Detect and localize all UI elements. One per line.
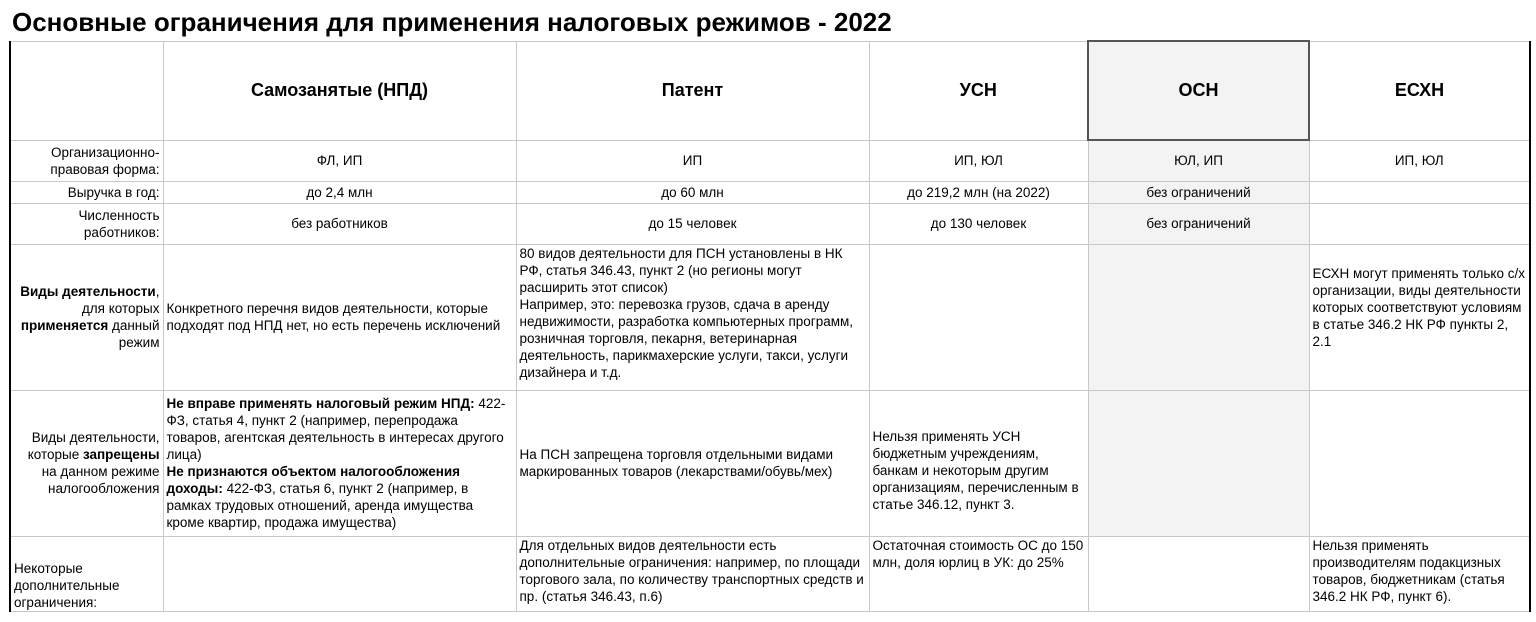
header-corner — [10, 41, 163, 140]
cell-revenue-npd: до 2,4 млн — [163, 181, 516, 203]
cell-additional-npd — [163, 536, 516, 611]
row-label-revenue: Выручка в год: — [10, 181, 163, 203]
cell-additional-eshn: Нельзя применять производителям подакцизных товаров, бюджетникам (статья 346.2 НК РФ, пункт 6). — [1309, 536, 1530, 611]
column-header-osn: ОСН — [1088, 41, 1309, 140]
cell-activities-osn — [1088, 244, 1309, 390]
cell-staff-osn: без ограничений — [1088, 203, 1309, 244]
cell-staff-eshn — [1309, 203, 1530, 244]
column-header-patent: Патент — [516, 41, 869, 140]
column-header-usn: УСН — [869, 41, 1088, 140]
cell-prohibited-npd: Не вправе применять налоговый режим НПД: 422-ФЗ, статья 4, пункт 2 (например, перепродажа товаров, агентская деятельность в интересах другого лица) Не признаются объектом налогообложения доходы: 422-ФЗ, статья 6, пункт 2 (например, в рамках трудовых отношений, аренда имущества кроме квартир, продажа имущества) — [163, 390, 516, 536]
cell-revenue-usn: до 219,2 млн (на 2022) — [869, 181, 1088, 203]
row-label-additional: Некоторые дополнительные ограничения: — [10, 536, 163, 611]
cell-additional-usn: Остаточная стоимость ОС до 150 млн, доля юрлиц в УК: до 25% — [869, 536, 1088, 611]
table-row-activities — [10, 244, 1530, 390]
cell-activities-patent: 80 видов деятельности для ПСН установлены в НК РФ, статья 346.43, пункт 2 (но регионы могут расширить этот список) Например, это: перевозка грузов, сдача в аренду недвижимости, разработка компьютерных программ, розничная торговля, пекарня, ветеринарная деятельность, парикмахерские услуги, такси, услуги дизайнера и т.д. — [516, 244, 869, 390]
cell-org-form-osn: ЮЛ, ИП — [1088, 140, 1309, 181]
cell-org-form-npd: ФЛ, ИП — [163, 140, 516, 181]
cell-staff-usn: до 130 человек — [869, 203, 1088, 244]
cell-revenue-osn: без ограничений — [1088, 181, 1309, 203]
cell-prohibited-osn — [1088, 390, 1309, 536]
cell-org-form-usn: ИП, ЮЛ — [869, 140, 1088, 181]
table-row-org-form — [10, 140, 1530, 181]
tax-regimes-table — [9, 40, 1531, 612]
cell-activities-eshn: ЕСХН могут применять только с/х организации, виды деятельности которых соответствуют условиям в статье 346.2 НК РФ пункты 2, 2.1 — [1309, 244, 1530, 390]
header-row — [10, 41, 1530, 140]
table-row-additional — [10, 536, 1530, 611]
cell-activities-usn — [869, 244, 1088, 390]
cell-revenue-patent: до 60 млн — [516, 181, 869, 203]
column-header-npd: Самозанятые (НПД) — [163, 41, 516, 140]
cell-org-form-eshn: ИП, ЮЛ — [1309, 140, 1530, 181]
cell-revenue-eshn — [1309, 181, 1530, 203]
row-label-org-form: Организационно-правовая форма: — [10, 140, 163, 181]
cell-prohibited-patent: На ПСН запрещена торговля отдельными видами маркированных товаров (лекарствами/обувь/мех) — [516, 390, 869, 536]
cell-prohibited-usn: Нельзя применять УСН бюджетным учреждениям, банкам и некоторым другим организациям, перечисленным в статье 346.12, пункт 3. — [869, 390, 1088, 536]
cell-activities-npd: Конкретного перечня видов деятельности, которые подходят под НПД нет, но есть перечень исключений — [163, 244, 516, 390]
cell-staff-patent: до 15 человек — [516, 203, 869, 244]
table-row-revenue — [10, 181, 1530, 203]
row-label-activities: Виды деятельности, для которых применяется данный режим — [10, 244, 163, 390]
cell-org-form-patent: ИП — [516, 140, 869, 181]
cell-staff-npd: без работников — [163, 203, 516, 244]
cell-additional-patent: Для отдельных видов деятельности есть дополнительные ограничения: например, по площади торгового зала, по количеству транспортных средств и пр. (статья 346.43, п.6) — [516, 536, 869, 611]
page-title: Основные ограничения для применения налоговых режимов - 2022 — [12, 7, 892, 37]
row-label-staff: Численность работников: — [10, 203, 163, 244]
row-label-prohibited: Виды деятельности, которые запрещены на данном режиме налогообложения — [10, 390, 163, 536]
cell-additional-osn — [1088, 536, 1309, 611]
table-row-staff — [10, 203, 1530, 244]
table-row-prohibited — [10, 390, 1530, 536]
column-header-eshn: ЕСХН — [1309, 41, 1530, 140]
cell-prohibited-eshn — [1309, 390, 1530, 536]
